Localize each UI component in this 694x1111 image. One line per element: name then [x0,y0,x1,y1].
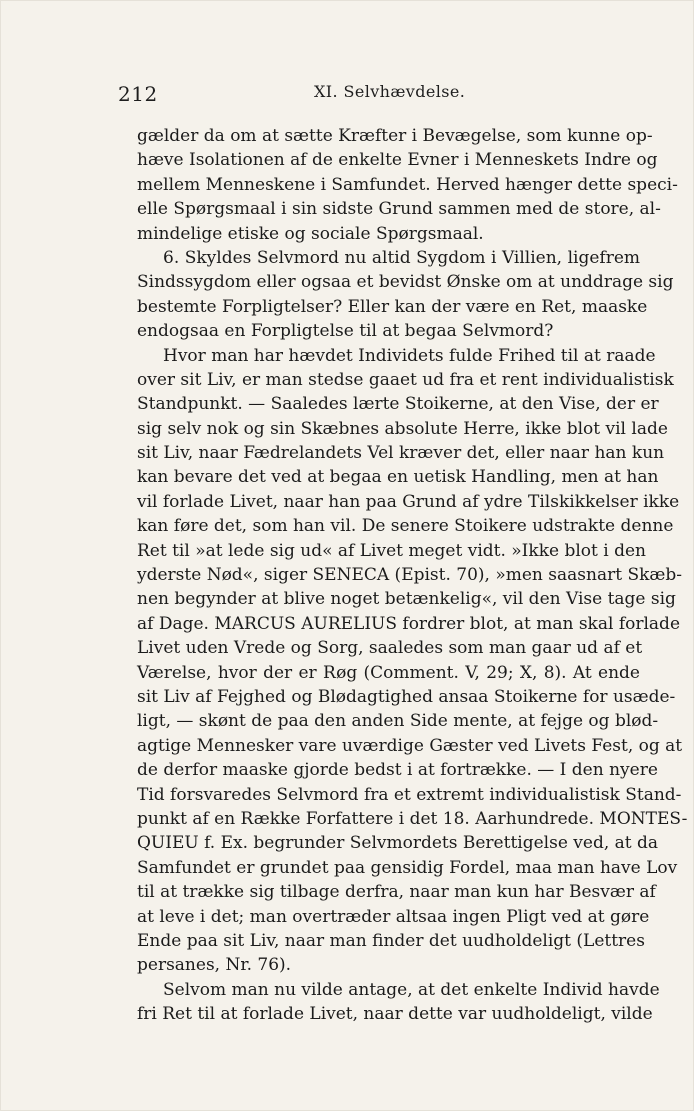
text-line: persanes, Nr. 76). [137,955,292,976]
text-line: Ret til »at lede sig ud« af Livet meget vidt. »Ikke blot i den [137,540,646,561]
text-line: at leve i det; man overtræder altsaa ingen Pligt ved at gøre [137,906,650,927]
text-line: agtige Mennesker vare uværdige Gæster ved Livets Fest, og at [137,735,683,756]
text-line: mellem Menneskene i Samfundet. Herved hænger dette speci- [137,174,678,195]
text-line: kan føre det, som han vil. De senere Stoikere udstrakte denne [137,516,674,537]
text-line: 6. Skyldes Selvmord nu altid Sygdom i Villien, ligefrem [163,247,640,268]
text-line: sit Liv, naar Fædrelandets Vel kræver det, eller naar han kun [137,443,665,464]
text-line: ligt, — skønt de paa den anden Side mente, at fejge og blød- [137,711,659,732]
text-line: Ende paa sit Liv, naar man finder det uudholdeligt (Lettres [137,930,645,951]
page-number: 212 [118,82,158,106]
text-line: Tid forsvaredes Selvmord fra et extremt individualistisk Stand- [137,784,682,805]
text-line: sit Liv af Fejghed og Blødagtighed ansaa Stoikerne for usæde- [137,686,676,707]
text-line: endogsaa en Forpligtelse til at begaa Selvmord? [137,321,554,342]
text-line: sig selv nok og sin Skæbnes absolute Herre, ikke blot vil lade [137,418,668,439]
text-line: nen begynder at blive noget betænkelig«, vil den Vise tage sig [137,589,676,610]
text-line: Hvor man har hævdet Individets fulde Frihed til at raade [163,345,656,366]
text-line: hæve Isolationen af de enkelte Evner i Menneskets Indre og [137,150,658,171]
text-line: vil forlade Livet, naar han paa Grund af ydre Tilskikkelser ikke [137,491,680,512]
text-line: punkt af en Række Forfattere i det 18. Aarhundrede. MONTES- [137,808,688,829]
text-line: fri Ret til at forlade Livet, naar dette var uudholdeligt, vilde [137,1004,653,1025]
text-line: Livet uden Vrede og Sorg, saaledes som man gaar ud af et [137,638,643,659]
text-line: kan bevare det ved at begaa en uetisk Handling, men at han [137,467,659,488]
text-line: gælder da om at sætte Kræfter i Bevægelse, som kunne op- [137,126,653,146]
text-line: til at trække sig tilbage derfra, naar man kun har Besvær af [137,882,656,903]
text-line: Samfundet er grundet paa gensidig Fordel, maa man have Lov [137,857,678,878]
page-header [118,78,578,104]
text-line: over sit Liv, er man stedse gaaet ud fra et rent individualistisk [137,369,674,390]
body-text [137,124,688,1026]
text-line: bestemte Forpligtelser? Eller kan der være en Ret, maaske [137,296,648,317]
text-line: QUIEU f. Ex. begrunder Selvmordets Berettigelse ved, at da [137,833,659,854]
text-line: mindelige etiske og sociale Spørgsmaal. [137,223,484,244]
text-line: Sindssygdom eller ogsaa et bevidst Ønske om at unddrage sig [137,272,674,293]
text-line: de derfor maaske gjorde bedst i at fortrække. — I den nyere [137,760,658,781]
text-line: Selvom man nu vilde antage, at det enkelte Individ havde [163,979,660,1000]
text-line: elle Spørgsmaal i sin sidste Grund sammen med de store, al- [137,199,661,220]
text-line: Standpunkt. — Saaledes lærte Stoikerne, at den Vise, der er [137,394,659,415]
text-line: Værelse, hvor der er Røg (Comment. V, 29; X, 8). At ende [137,662,640,683]
text-line: yderste Nød«, siger SENECA (Epist. 70), »men saasnart Skæb- [137,565,683,586]
text-line: af Dage. MARCUS AURELIUS fordrer blot, at man skal forlade [137,613,681,634]
running-head: XI. Selvhævdelse. [314,82,466,101]
